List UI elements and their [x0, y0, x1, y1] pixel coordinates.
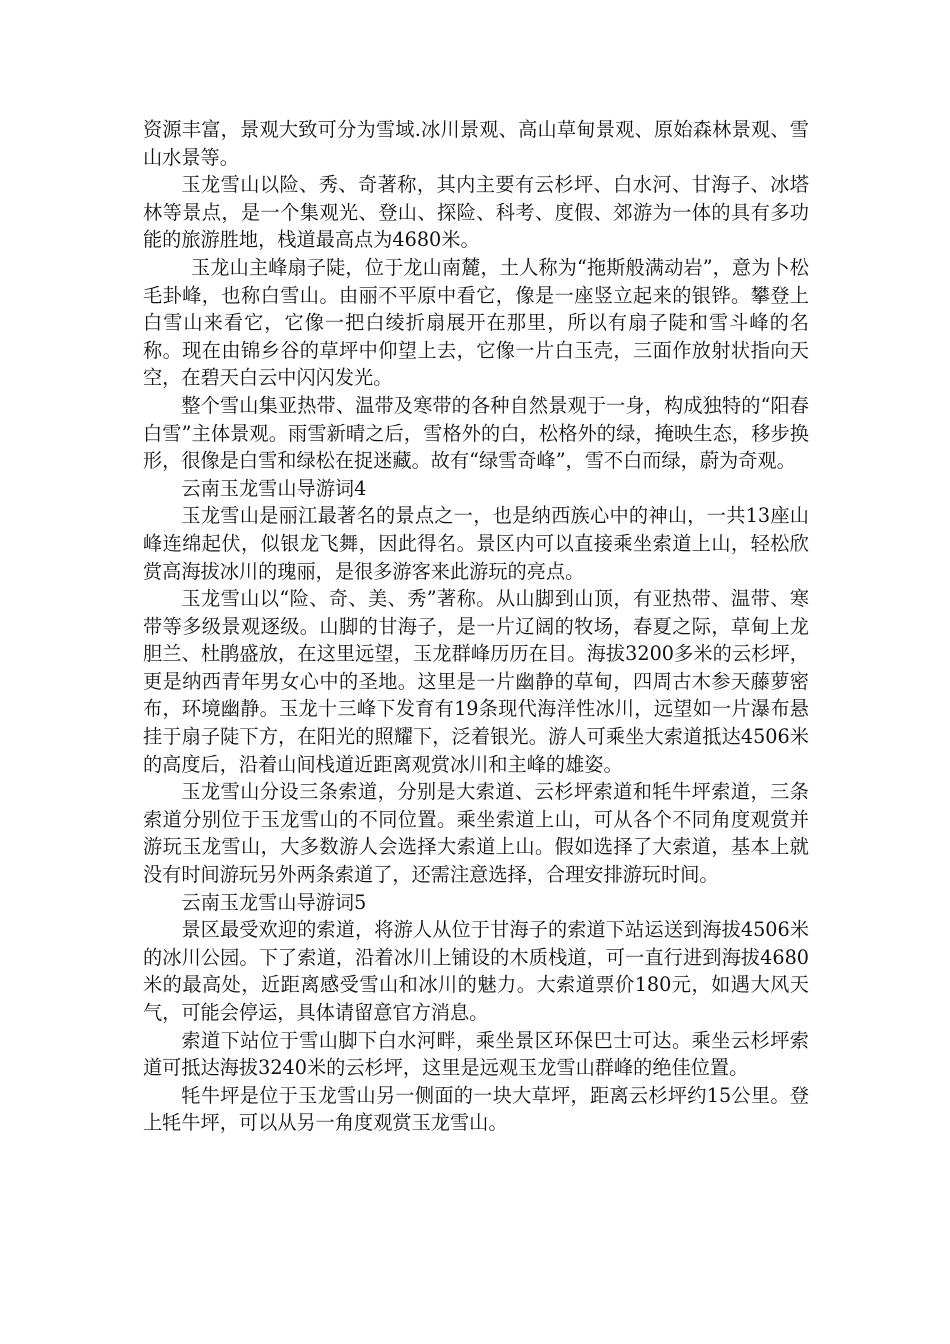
- document-page: [143, 116, 809, 1137]
- paragraph-yak-meadow: 牦牛坪是位于玉龙雪山另一侧面的一块大草坪，距离云杉坪约15公里。登上牦牛坪，可以从另一角度观赏玉龙雪山。: [143, 1083, 809, 1135]
- paragraph-main-peak: 玉龙山主峰扇子陡，位于龙山南麓，土人称为“拖斯般满动岩”，意为卜松毛卦峰，也称白雪山。由丽不平原中看它，像是一座竖立起来的银铧。攀登上白雪山来看它，它像一把白绫折扇展开在那里，所以有扇子陡和雪斗峰的名称。现在由锦乡谷的草坪中仰望上去，它像一片白玉壳，三面作放射状指向天空，在碧天白云中闪闪发光。: [143, 255, 809, 390]
- paragraph-landscape-types: 资源丰富，景观大致可分为雪域.冰川景观、高山草甸景观、原始森林景观、雪山水景等。: [143, 118, 809, 169]
- paragraph-spruce-cableway: 索道下站位于雪山脚下白水河畔，乘坐景区环保巴士可达。乘坐云杉坪索道可抵达海拔3240米的云杉坪，这里是远观玉龙雪山群峰的绝佳位置。: [143, 1028, 809, 1080]
- paragraph-cableways: 玉龙雪山分设三条索道，分别是大索道、云杉坪索道和牦牛坪索道，三条索道分别位于玉龙雪山的不同位置。乘坐索道上山，可从各个不同角度观赏并游玩玉龙雪山，大多数游人会选择大索道上山。假如选择了大索道，基本上就没有时间游玩另外两条索道了，还需注意选择，合理安排游玩时间。: [143, 780, 809, 887]
- paragraph-scenery: 玉龙雪山以“险、奇、美、秀”著称。从山脚到山顶，有亚热带、温带、寒带等多级景观逐级。山脚的甘海子，是一片辽阔的牧场，春夏之际，草甸上龙胆兰、杜鹃盛放，在这里远望，玉龙群峰历历在目。海拔3200多米的云杉坪，更是纳西青年男女心中的圣地。这里是一片幽静的草甸，四周古木参天藤萝密布，环境幽静。玉龙十三峰下发育有19条现代海洋性冰川，远望如一片瀑布悬挂于扇子陡下方，在阳光的照耀下，泛着银光。游人可乘坐大索道抵达4506米的高度后，沿着山间栈道近距离观赏冰川和主峰的雄姿。: [143, 587, 809, 776]
- section-heading-4: 云南玉龙雪山导游词4: [181, 476, 367, 500]
- section-heading-5: 云南玉龙雪山导游词5: [181, 890, 367, 914]
- paragraph-features: 玉龙雪山以险、秀、奇著称，其内主要有云杉坪、白水河、甘海子、冰塔林等景点，是一个集观光、登山、探险、科考、度假、郊游为一体的具有多功能的旅游胜地，栈道最高点为4680米。: [143, 173, 809, 252]
- paragraph-sacred-mountain: 玉龙雪山是丽江最著名的景点之一，也是纳西族心中的神山，一共13座山峰连绵起伏，似银龙飞舞，因此得名。景区内可以直接乘坐索道上山，轻松欣赏高海拔冰川的瑰丽，是很多游客来此游玩的亮点。: [143, 504, 809, 583]
- paragraph-big-cableway: 景区最受欢迎的索道，将游人从位于甘海子的索道下站运送到海拔4506米的冰川公园。下了索道，沿着冰川上铺设的木质栈道，可一直行进到海拔4680米的最高处，近距离感受雪山和冰川的魅力。大索道票价180元，如遇大风天气，可能会停运，具体请留意官方消息。: [143, 918, 809, 1024]
- paragraph-climate-zones: 整个雪山集亚热带、温带及寒带的各种自然景观于一身，构成独特的“阳春白雪”主体景观。雨雪新晴之后，雪格外的白，松格外的绿，掩映生态，移步换形，很像是白雪和绿松在捉迷藏。故有“绿雪奇峰”，雪不白而绿，蔚为奇观。: [143, 393, 809, 473]
